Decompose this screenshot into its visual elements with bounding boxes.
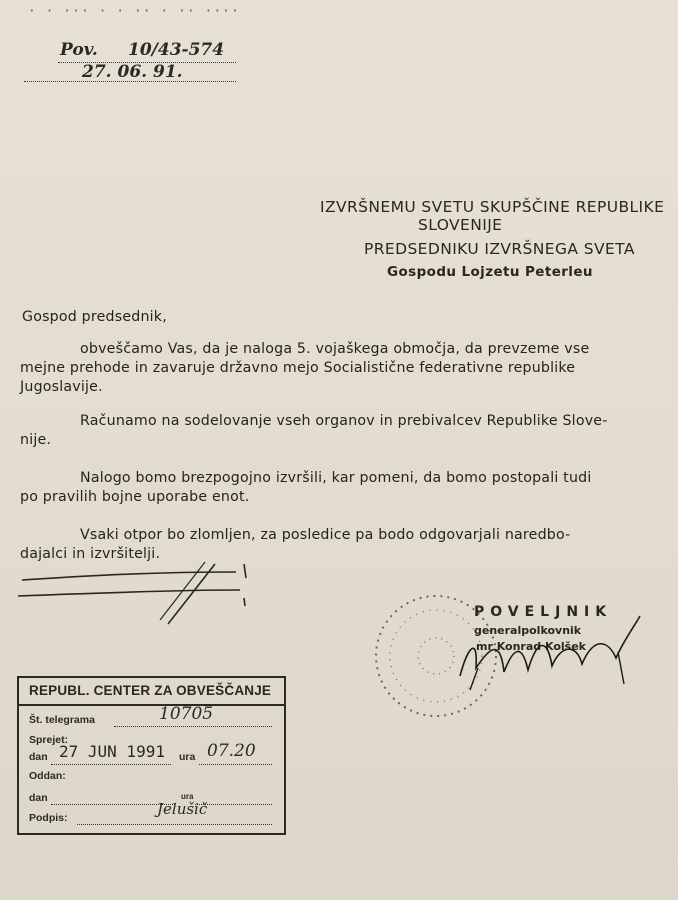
paragraph-1-line-1: obveščamo Vas, da je naloga 5. vojaškega območja, da prevzeme vse bbox=[80, 341, 590, 357]
paragraph-3-line-2: po pravilih bojne uporabe enot. bbox=[20, 489, 250, 505]
reference-prefix: Pov. bbox=[60, 40, 98, 60]
stamp-title: REPUBL. CENTER ZA OBVEŠČANJE bbox=[19, 678, 284, 706]
stamp-signature-value: Jelušič bbox=[157, 800, 208, 818]
stamp-received-label: Sprejet: bbox=[29, 734, 69, 746]
stamp-received-date: 27 JUN 1991 bbox=[59, 742, 165, 761]
stamp-sent-dan-label: dan bbox=[29, 792, 48, 804]
paragraph-4-line-1: Vsaki otpor bo zlomljen, za posledice pa bodo odgovarjali naredbo- bbox=[80, 527, 571, 543]
paragraph-3-line-1: Nalogo bomo brezpogojno izvršili, kar pomeni, da bomo postopali tudi bbox=[80, 470, 592, 486]
signature-rank: generalpolkovnik bbox=[474, 624, 582, 637]
stamp-received-time-dotline bbox=[199, 764, 272, 765]
faint-header-line: · · ··· · · ·· · ·· ···· bbox=[28, 4, 240, 19]
pen-strokes-graphic bbox=[0, 550, 260, 635]
paragraph-1-line-2: mejne prehode in zavaruje državno mejo Socialistične federativne republike bbox=[20, 360, 576, 376]
stamp-sent-date-dotline bbox=[51, 804, 173, 805]
recipient-line-2: SLOVENIJE bbox=[418, 216, 503, 234]
paragraph-4-line-2: dajalci in izvršitelji. bbox=[20, 546, 161, 562]
salutation: Gospod predsednik, bbox=[22, 309, 167, 325]
stamp-signature-label: Podpis: bbox=[29, 812, 68, 824]
paragraph-2-line-2: nije. bbox=[20, 432, 52, 448]
recipient-line-1: IZVRŠNEMU SVETU SKUPŠČINE REPUBLIKE bbox=[320, 198, 665, 216]
stamp-telegram-dotline bbox=[114, 726, 272, 727]
handwritten-signature-graphic bbox=[448, 606, 648, 696]
stamp-received-ura-label: ura bbox=[179, 751, 196, 763]
paragraph-1-line-3: Jugoslavije. bbox=[20, 379, 103, 395]
stamp-received-time: 07.20 bbox=[207, 741, 256, 761]
recipient-line-3: PREDSEDNIKU IZVRŠNEGA SVETA bbox=[364, 240, 635, 258]
recipient-line-4: Gospodu Lojzetu Peterleu bbox=[387, 264, 593, 280]
stamp-sent-ura-label: ura bbox=[181, 792, 194, 801]
document-date: 27. 06. 91. bbox=[82, 62, 183, 82]
paragraph-2-line-1: Računamo na sodelovanje vseh organov in prebivalcev Republike Slove- bbox=[80, 413, 608, 429]
stamp-signature-dotline bbox=[77, 824, 272, 825]
signature-title: POVELJNIK bbox=[474, 604, 613, 620]
stamp-telegram-value: 10705 bbox=[159, 704, 214, 724]
stamp-telegram-label: Št. telegrama bbox=[29, 714, 95, 726]
receipt-stamp bbox=[17, 676, 286, 835]
stamp-received-dan-label: dan bbox=[29, 751, 48, 763]
signature-name: mr Konrad Kolšek bbox=[476, 640, 586, 653]
date-dotline bbox=[24, 81, 236, 82]
reference-number: 10/43-574 bbox=[128, 40, 225, 60]
stamp-received-date-dotline bbox=[51, 764, 171, 765]
stamp-sent-label: Oddan: bbox=[29, 770, 66, 782]
